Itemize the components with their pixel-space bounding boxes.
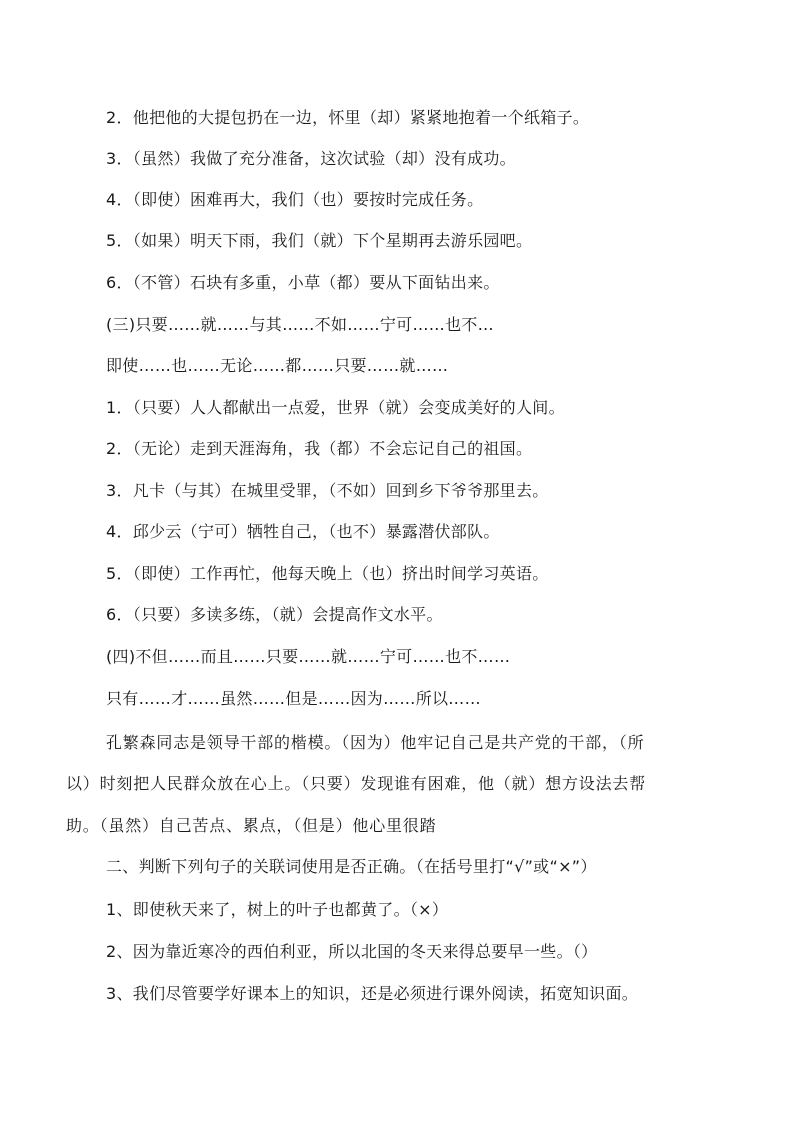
judge-item-1: 1、即使秋天来了，树上的叶子也都黄了。（×） — [106, 900, 449, 919]
paragraph-line-2: 以）时刻把人民群众放在心上。（只要）发现谁有困难，他（就）想方设法去帮 — [66, 774, 647, 793]
section-3-item-6: 6．（只要）多读多练，（就）会提高作文水平。 — [106, 605, 443, 624]
exercise-item-5: 5．（如果）明天下雨，我们（就）下个星期再去游乐园吧。 — [106, 231, 533, 250]
section-3-heading: (三)只要……就……与其……不如……宁可……也不… — [106, 315, 494, 334]
section-4-heading: (四)不但……而且……只要……就……宁可……也不…… — [106, 647, 511, 666]
section-3-item-3: 3．凡卡（与其）在城里受罪，（不如）回到乡下爷爷那里去。 — [106, 481, 549, 500]
section-3-heading-cont: 即使……也……无论……都……只要……就…… — [106, 356, 449, 375]
exercise-item-6: 6．（不管）石块有多重，小草（都）要从下面钻出来。 — [106, 273, 500, 292]
judge-item-2: 2、因为靠近寒冷的西伯利亚，所以北国的冬天来得总要早一些。（） — [106, 942, 598, 961]
judge-item-3: 3、我们尽管要学好课本上的知识，还是必须进行课外阅读，拓宽知识面。 — [106, 984, 639, 1003]
section-3-item-4: 4．邱少云（宁可）牺牲自己，（也不）暴露潜伏部队。 — [106, 522, 500, 541]
section-4-heading-cont: 只有……才……虽然……但是……因为……所以…… — [106, 689, 481, 708]
exercise-item-4: 4．（即使）困难再大，我们（也）要按时完成任务。 — [106, 190, 484, 209]
section-3-item-2: 2．（无论）走到天涯海角，我（都）不会忘记自己的祖国。 — [106, 439, 533, 458]
section-3-item-1: 1．（只要）人人都献出一点爱，世界（就）会变成美好的人间。 — [106, 398, 565, 417]
section-3-item-5: 5．（即使）工作再忙，他每天晚上（也）挤出时间学习英语。 — [106, 564, 549, 583]
paragraph-line-1: 孔繁森同志是领导干部的楷模。（因为）他牢记自己是共产党的干部，（所 — [106, 733, 645, 752]
paragraph-line-3: 助。（虽然）自己苦点、累点，（但是）他心里很踏 — [66, 816, 437, 835]
part-two-heading: 二、判断下列句子的关联词使用是否正确。（在括号里打“√”或“×”） — [106, 857, 597, 876]
exercise-item-3: 3．（虽然）我做了充分准备，这次试验（却）没有成功。 — [106, 149, 516, 168]
exercise-item-2: 2．他把他的大提包扔在一边，怀里（却）紧紧地抱着一个纸箱子。 — [106, 108, 590, 127]
